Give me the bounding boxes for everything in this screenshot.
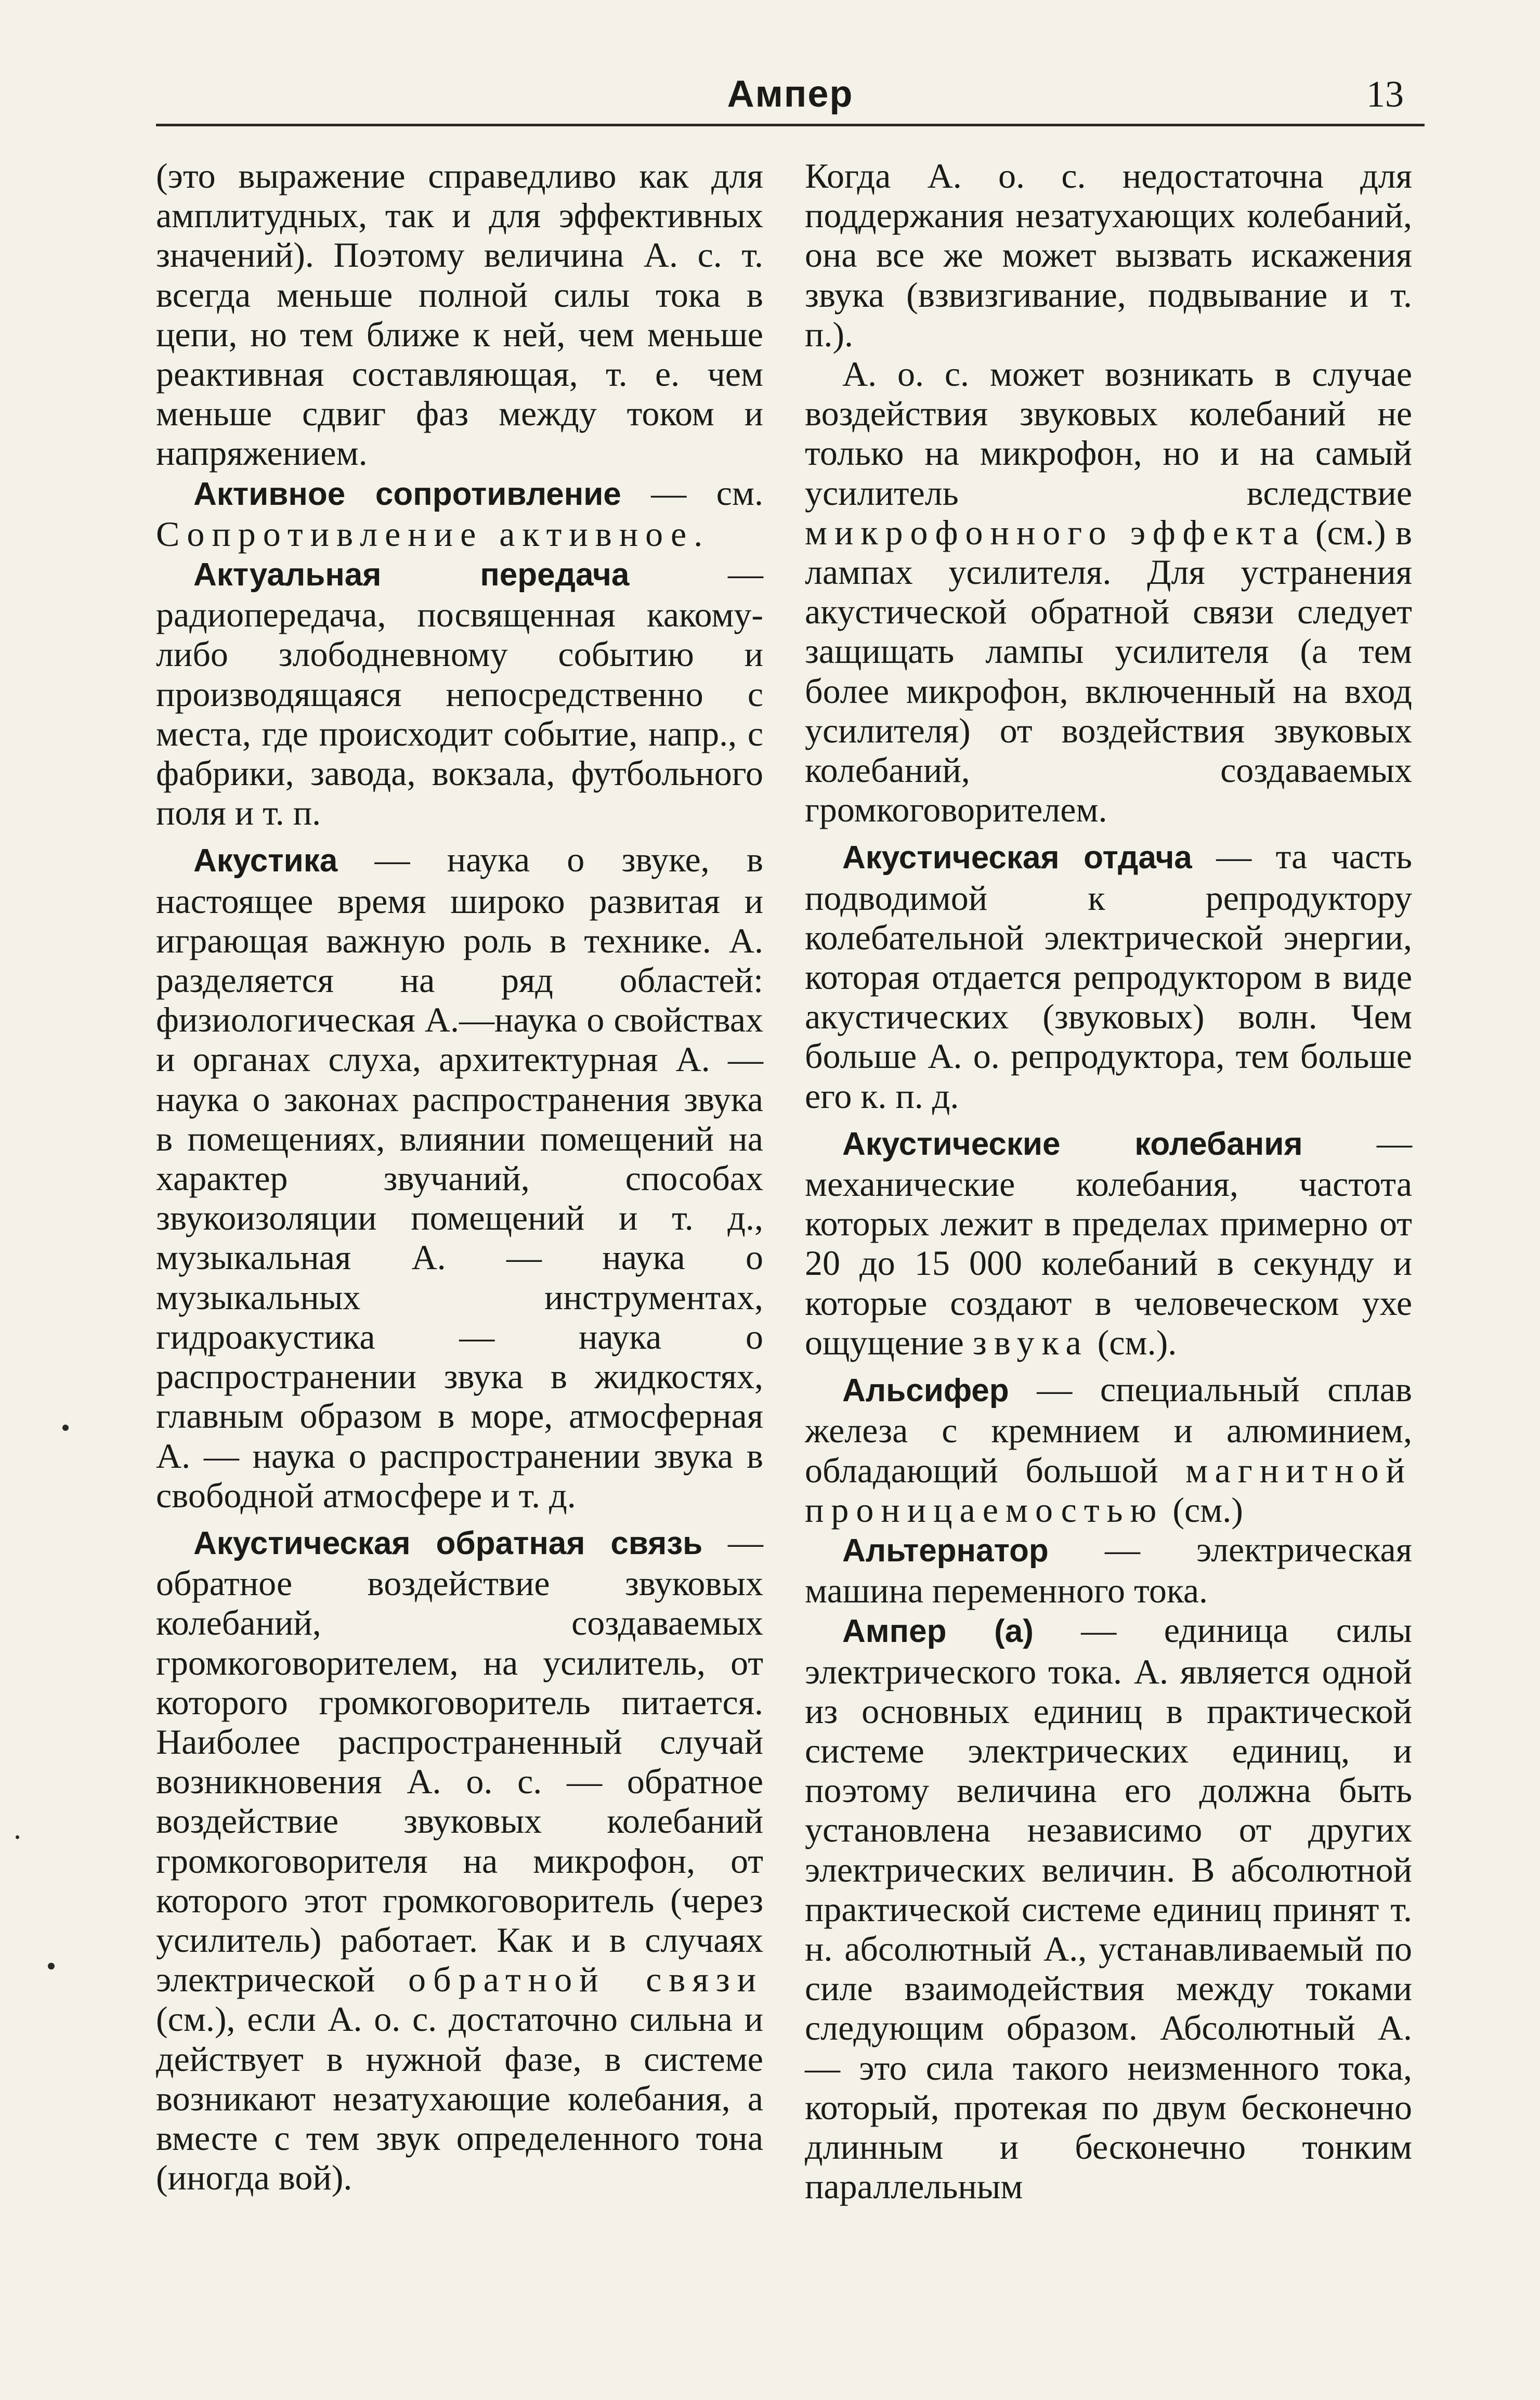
- entry-term: Актуальная передача: [193, 557, 630, 593]
- entry-tail: .: [694, 514, 703, 554]
- entry-text: — наука о звуке, в настоящее время широко развитая и играющая важную роль в технике. А. разделяется на ряд областей: физиологическая А.—наука о свойствах и органах слуха, архитектурная А. — наука о законах распространения звука в помещениях, влиянии помещений на характер звучаний, способах звукоизоляции помещений и т. д., музыкальная А. — наука о музыкальных инструментах, гидроакустика — наука о распространении звука в жидкостях, главным образом в море, атмосферная А. — наука о распространении звука в свободной атмосфере и т. д.: [156, 840, 763, 1515]
- entry-ampere: [805, 1610, 1412, 2206]
- right-column: [805, 156, 1412, 2206]
- cross-reference: Сопротивление активное: [156, 514, 694, 554]
- entry-alternator: [805, 1530, 1412, 1610]
- intro-continuation: (это выражение справедливо как для амплитудных, так и для эффективных значений). Поэтому величина А. с. т. всегда меньше полной силы тока в цепи, но тем ближе к ней, чем меньше реактивная составляющая, т. е. чем меньше сдвиг фаз между током и напряжением.: [156, 156, 763, 473]
- entry-text: — специальный сплав железа с кремнием и алюминием, обладающий большой: [805, 1369, 1412, 1490]
- entry-acoustic-output: [805, 837, 1412, 1115]
- paragraph-text: (см.) в лампах усилителя. Для устранения акустической обратной связи следует защищать лампы усилителя (а тем более микрофон, включенный на вход усилителя) от воздействия звуковых колебаний, создаваемых громкоговорителем.: [805, 512, 1413, 830]
- entry-term: Альсифер: [842, 1373, 1009, 1409]
- page-header: [156, 67, 1425, 126]
- feedback-continuation: Когда А. о. с. недостаточна для поддержания незатухающих колебаний, она все же может вызвать искажения звука (взвизгивание, подвывание и т. п.).: [805, 156, 1412, 354]
- cross-reference: микрофонного эффекта: [805, 512, 1306, 552]
- print-speck: [48, 1963, 55, 1969]
- entry-text: — обратное воздействие звуковых колебаний, создаваемых громкоговорителем, на усилитель, от которого громкоговоритель питается. Наиболее распространенный случай возникновения А. о. с. — обратное воздействие звуковых колебаний громкоговорителя на микрофон, от которого этот громкоговоритель (через усилитель) работает. Как и в случаях электрической: [156, 1522, 763, 2000]
- entry-actual-broadcast: [156, 554, 763, 832]
- entry-text: — та часть подводимой к репродуктору колебательной электрической энергии, которая отдается репродуктором в виде акустических (звуковых) волн. Чем больше А. о. репродуктора, тем больше его к. п. д.: [805, 837, 1412, 1116]
- entry-text: — радиопередача, посвященная какому-либо злободневному событию и производящаяся непосредственно с места, где происходит событие, напр., с фабрики, завода, вокзала, футбольного поля и т. п.: [156, 554, 763, 833]
- entry-acoustics: [156, 840, 763, 1515]
- entry-term: Акустическая обратная связь: [193, 1525, 703, 1561]
- cross-reference: звука: [972, 1322, 1089, 1362]
- entry-active-resistance: [156, 473, 763, 554]
- entry-text: — единица силы электрического тока. А. является одной из основных единиц в практической системе электрических единиц, и поэтому величина его должна быть установлена независимо от других электрических величин. В абсолютной практической системе единиц принят т. н. абсолютный А., устанавливаемый по силе взаимодействия между токами следующим образом. Абсолютный А. — это сила такого неизменного тока, который, протекая по двум бесконечно длинным и бесконечно тонким параллельным: [805, 1610, 1412, 2207]
- paragraph-text: А. о. с. может возникать в случае воздействия звуковых колебаний не только на микрофон, но и на самый усилитель вследствие: [805, 354, 1412, 513]
- entry-alsifer: [805, 1369, 1412, 1530]
- print-speck: [62, 1425, 69, 1431]
- entry-term: Альтернатор: [842, 1532, 1049, 1569]
- entry-term: Активное сопротивление: [193, 476, 621, 512]
- entry-tail: (см.).: [1088, 1322, 1177, 1362]
- left-column: [156, 156, 763, 2197]
- print-speck: [16, 1835, 19, 1839]
- entry-text: — механические колебания, частота которых лежит в пределах примерно от 20 до 15 000 колебаний в секунду и которые создают в человеческом ухе ощущение: [805, 1123, 1413, 1362]
- entry-text: — электрическая машина переменного тока.: [805, 1529, 1412, 1611]
- running-head: Ампер: [727, 73, 854, 115]
- entry-text: — см.: [621, 473, 763, 513]
- page-number: 13: [1366, 73, 1404, 115]
- entry-term: Ампер (а): [842, 1613, 1034, 1650]
- entry-tail: (см.), если А. о. с. достаточно сильна и действует в нужной фазе, в системе возникают незатухающие колебания, а вместе с тем звук определенного тона (иногда вой).: [156, 1999, 763, 2198]
- entry-term: Акустическая отдача: [842, 840, 1192, 876]
- feedback-paragraph-2: [805, 354, 1412, 829]
- entry-acoustic-feedback: [156, 1522, 763, 2197]
- entry-acoustic-oscillations: [805, 1123, 1412, 1362]
- cross-reference: магнитной проницаемостью: [805, 1450, 1412, 1530]
- entry-term: Акустика: [193, 843, 338, 879]
- entry-term: Акустические колебания: [842, 1126, 1303, 1162]
- entry-tail: (см.): [1164, 1490, 1243, 1530]
- cross-reference: обратной связи: [408, 1960, 763, 2000]
